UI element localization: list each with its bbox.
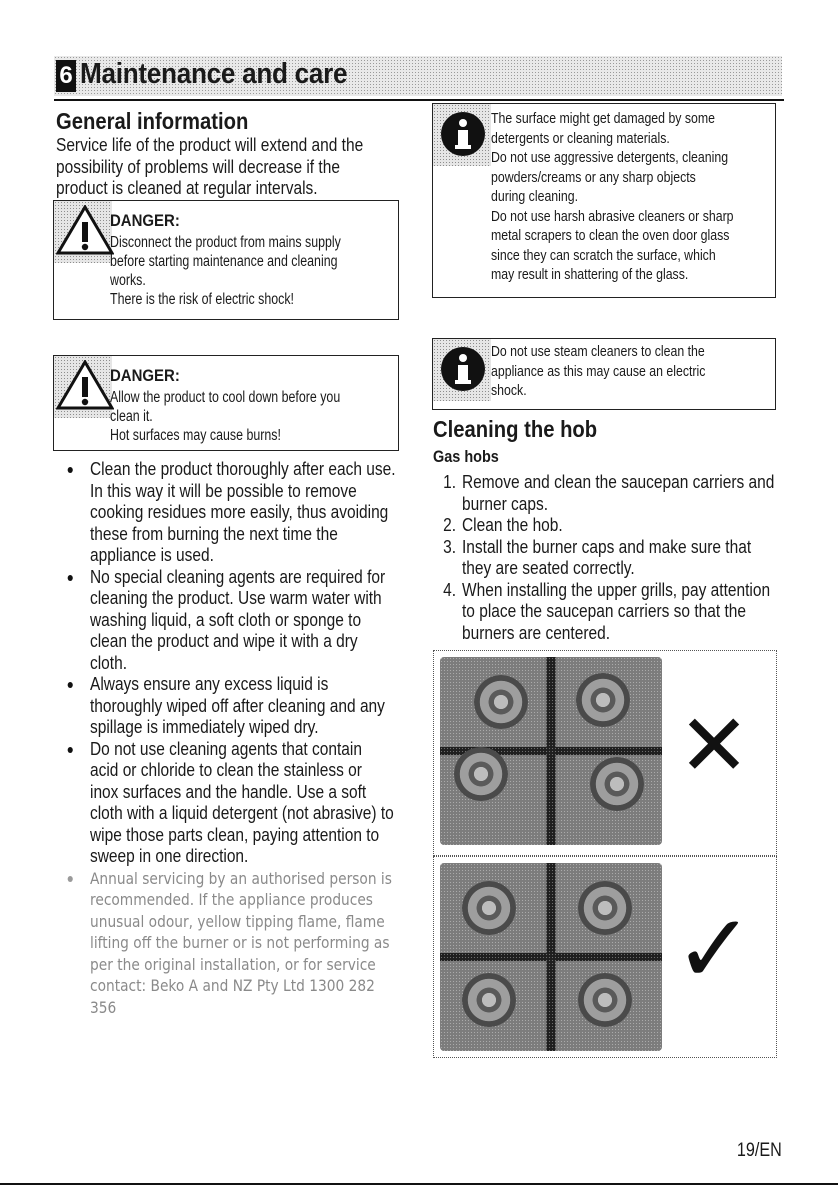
danger-line: clean it. <box>110 408 153 425</box>
hob-steps <box>443 472 789 644</box>
info-icon <box>439 345 487 393</box>
hob-heading-wrap <box>433 416 620 443</box>
step-number: 1. <box>443 472 456 492</box>
section-title: Maintenance and care <box>80 58 348 90</box>
intro-line: product is cleaned at regular intervals. <box>56 178 318 198</box>
hob-photo-centered <box>440 863 662 1051</box>
danger-title: DANGER: <box>110 211 180 230</box>
general-heading: General information <box>56 108 249 134</box>
info-box-steam <box>432 338 776 410</box>
hob-heading: Cleaning the hob <box>433 416 598 442</box>
section-number: 6 <box>56 60 76 92</box>
gas-hobs-subheading: Gas hobs <box>433 447 499 466</box>
danger-line: Hot surfaces may cause burns! <box>110 427 281 444</box>
step-number: 3. <box>443 536 456 557</box>
danger-line: before starting maintenance and cleaning <box>110 253 338 270</box>
danger-title: DANGER: <box>110 366 180 385</box>
bullet-item: No special cleaning agents are required for cleaning the product. Use warm water with washing liquid, a soft cloth or sponge to clean the product and wipe it with a dry cloth. <box>90 567 417 675</box>
correct-check-icon: ✓ <box>674 893 755 1005</box>
step-number: 2. <box>443 515 456 535</box>
danger-line: works. <box>110 272 146 289</box>
intro-line: possibility of problems will decrease if the <box>56 156 340 177</box>
danger-line: Allow the product to cool down before you <box>110 389 341 406</box>
footer-divider <box>0 1183 838 1185</box>
bullet-item-service: Annual servicing by an authorised person is recommended. If the appliance produces unusual odour, yellow tipping flame, flame lifting off the burner or is not performing as per the original installation, or for service contact: Beko A and NZ Pty Ltd 1300 282 356 <box>90 868 417 1019</box>
intro-line: Service life of the product will extend and the <box>56 135 364 155</box>
bullet-item: Always ensure any excess liquid is thoroughly wiped off after cleaning and any spillage is immediately wiped dry. <box>90 674 417 739</box>
info-text: Do not use steam cleaners to clean the appliance as this may cause an electric shock. <box>491 344 706 399</box>
danger-text <box>110 388 414 445</box>
danger-line: Disconnect the product from mains supply <box>110 234 341 251</box>
header-divider <box>54 99 784 101</box>
danger-box-burns <box>53 355 399 451</box>
bullet-icon <box>68 575 73 581</box>
bullet-icon <box>68 876 73 882</box>
info-icon <box>439 110 487 158</box>
gas-hobs-subheading-wrap <box>433 447 510 467</box>
info-box-surface <box>432 103 776 298</box>
hob-photo-misaligned <box>440 657 662 845</box>
hob-image-wrong <box>433 650 777 856</box>
step-item: 4. When installing the upper grills, pay attention to place the saucepan carriers so that the burners are centered. <box>443 579 771 643</box>
bullet-icon <box>68 682 73 688</box>
danger-line: There is the risk of electric shock! <box>110 291 294 308</box>
warning-triangle-icon <box>56 360 114 410</box>
info-text: The surface might get damaged by some detergents or cleaning materials. Do not use aggressive detergents, cleaning powders/creams or any sharp objects during cleaning. Do not use harsh abrasive cleaners or sharp metal scrapers to clean the oven door glass since they can scratch the surface, which may result in shattering of the glass. <box>491 111 734 283</box>
wrong-cross-icon: ✕ <box>678 696 751 796</box>
danger-box-electric <box>53 200 399 320</box>
bullet-icon <box>68 467 73 473</box>
page-number: 19/EN <box>737 1140 782 1161</box>
step-item: 1. Remove and clean the saucepan carriers and burner caps. <box>443 472 775 514</box>
hob-image-correct <box>433 856 777 1058</box>
warning-triangle-icon <box>56 205 114 255</box>
step-item: 2. Clean the hob. <box>443 515 563 535</box>
bullet-item: Do not use cleaning agents that contain acid or chloride to clean the stainless or inox surfaces and the handle. Use a soft cloth with a liquid detergent (not abrasive) to wipe those parts clean, paying attention to sweep in one direction. <box>90 739 417 868</box>
step-item: 3. Install the burner caps and make sure that they are seated correctly. <box>443 536 752 578</box>
bullet-icon <box>68 747 73 753</box>
danger-text <box>110 233 414 309</box>
general-heading-wrap <box>56 108 275 135</box>
cleaning-bullets <box>90 459 417 1018</box>
bullet-item: Clean the product thoroughly after each use. In this way it will be possible to remove cooking residues more easily, thus avoiding these from burning the next time the appliance is used. <box>90 459 417 567</box>
general-intro <box>56 135 400 200</box>
step-number: 4. <box>443 579 456 600</box>
